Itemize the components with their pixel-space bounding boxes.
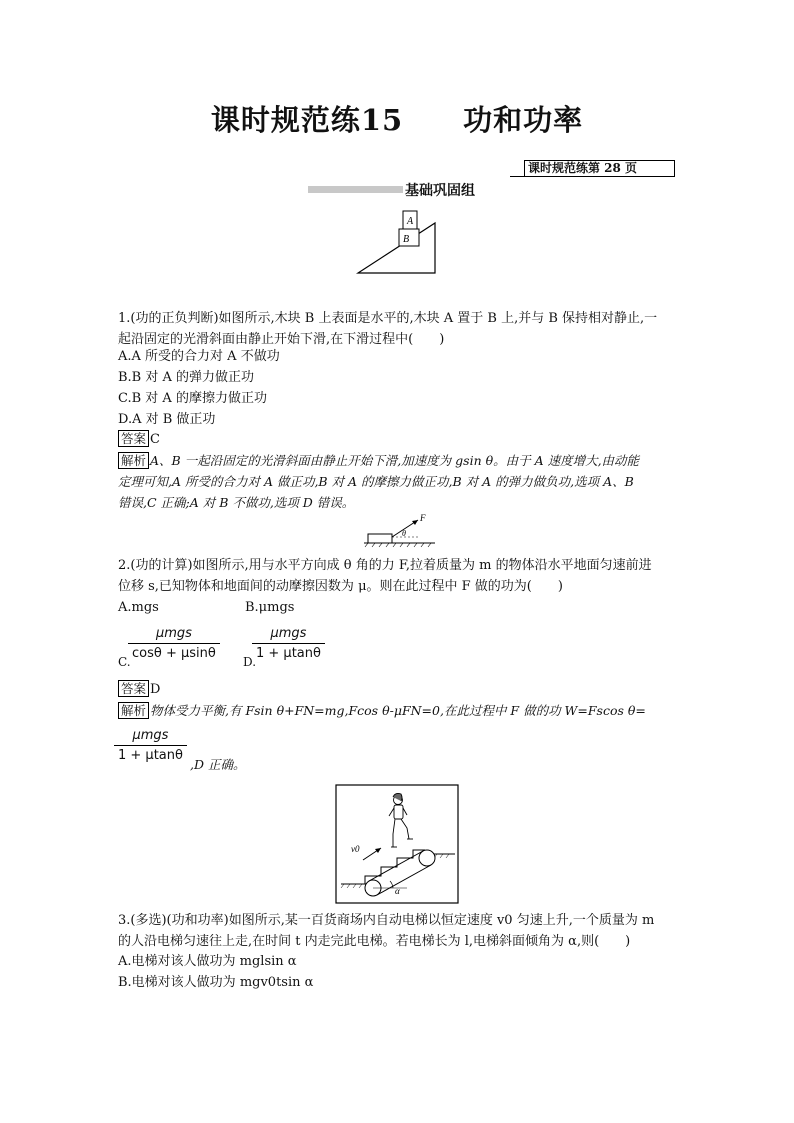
page-reference-box: 课时规范练第 28 页: [524, 160, 675, 177]
q2-analysis-text1: 物体受力平衡,有 Fsin θ+FN=mg,Fcos θ-μFN=0,在此过程中 F 做的功 W=Fscos θ=: [150, 703, 646, 718]
q2-option-c-den: cosθ + μsinθ: [128, 643, 220, 661]
q3-stem-line1: 3.(多选)(功和功率)如图所示,某一百货商场内自动电梯以恒定速度 v0 匀速上升,一个质量为 m: [118, 913, 655, 928]
answer-tag: 答案: [118, 680, 149, 697]
q2-option-d-den: 1 + μtanθ: [252, 643, 325, 661]
q2-option-b: B.μmgs: [245, 600, 295, 615]
page-title: 课时规范练15 功和功率: [210, 103, 584, 137]
q1-analysis-line1: [118, 450, 639, 471]
q1-answer-value: C: [150, 432, 160, 447]
q3-stem-line2: 的人沿电梯匀速往上走,在时间 t 内走完此电梯。若电梯长为 l,电梯斜面倾角为 α,则( ): [118, 934, 631, 949]
section-title: 基础巩固组: [405, 183, 475, 199]
q3-figure: [335, 784, 459, 904]
ground-hatch: [365, 543, 431, 547]
q1-option-a: A.A 所受的合力对 A 不做功: [118, 349, 280, 364]
q3-option-b: B.电梯对该人做功为 mgv0tsin α: [118, 975, 314, 990]
page-reference-rule: [510, 176, 524, 177]
q1-option-b: B.B 对 A 的弹力做正功: [118, 370, 255, 385]
analysis-tag: 解析: [118, 702, 149, 719]
q2-option-a: A.mgs: [118, 600, 159, 615]
label-theta: θ: [402, 529, 406, 538]
q2-analysis-fraction: [114, 728, 187, 763]
label-alpha: α: [395, 886, 400, 896]
q2-figure: [362, 510, 437, 550]
incline: [358, 223, 435, 273]
q2-option-d-label: D.: [243, 655, 257, 669]
q1-stem-line2: 起沿固定的光滑斜面由静止开始下滑,在下滑过程中( ): [118, 332, 445, 347]
label-b: B: [403, 234, 410, 245]
q1-answer: [118, 429, 160, 450]
force-arrowhead: [412, 520, 418, 525]
q2-option-c-label: C.: [118, 655, 131, 669]
q1-option-c: C.B 对 A 的摩擦力做正功: [118, 391, 267, 406]
q1-option-d: D.A 对 B 做正功: [118, 412, 216, 427]
q1-analysis-line2: 定理可知,A 所受的合力对 A 做正功,B 对 A 的摩擦力做正功,B 对 A 的弹力做负功,选项 A、B: [118, 474, 634, 489]
q2-option-c-fraction: [128, 626, 220, 661]
label-f: F: [420, 513, 426, 523]
q2-analysis-line1: [118, 700, 646, 721]
q2-answer-value: D: [150, 682, 161, 697]
q2-analysis-den: 1 + μtanθ: [114, 745, 187, 763]
q2-stem-line2: 位移 s,已知物体和地面间的动摩擦因数为 μ。则在此过程中 F 做的功为( ): [118, 579, 563, 594]
q1-stem-line1: 1.(功的正负判断)如图所示,木块 B 上表面是水平的,木块 A 置于 B 上,并与 B 保持相对静止,一: [118, 311, 658, 326]
pulled-block: [368, 534, 392, 543]
q2-stem-line1: 2.(功的计算)如图所示,用与水平方向成 θ 角的力 F,拉着质量为 m 的物体沿水平地面匀速前进: [118, 558, 652, 573]
q3-option-a: A.电梯对该人做功为 mglsin α: [118, 954, 297, 969]
q2-option-c-num: μmgs: [155, 626, 192, 641]
q2-analysis-num: μmgs: [132, 728, 169, 743]
q2-option-d-fraction: [252, 626, 325, 661]
answer-tag: 答案: [118, 430, 149, 447]
q2-option-d-num: μmgs: [270, 626, 307, 641]
q1-analysis-line3: 错误,C 正确;A 对 B 不做功,选项 D 错误。: [118, 495, 355, 510]
q1-figure: [355, 207, 440, 277]
section-bar: [308, 186, 403, 193]
q2-analysis-tail: ,D 正确。: [190, 757, 246, 772]
analysis-tag: 解析: [118, 452, 149, 469]
q1-analysis-text1: A、B 一起沿固定的光滑斜面由静止开始下滑,加速度为 gsin θ。由于 A 速度增大,由动能: [150, 453, 640, 468]
q2-answer: [118, 679, 160, 700]
label-a: A: [407, 216, 414, 227]
label-v0: v0: [351, 844, 360, 854]
